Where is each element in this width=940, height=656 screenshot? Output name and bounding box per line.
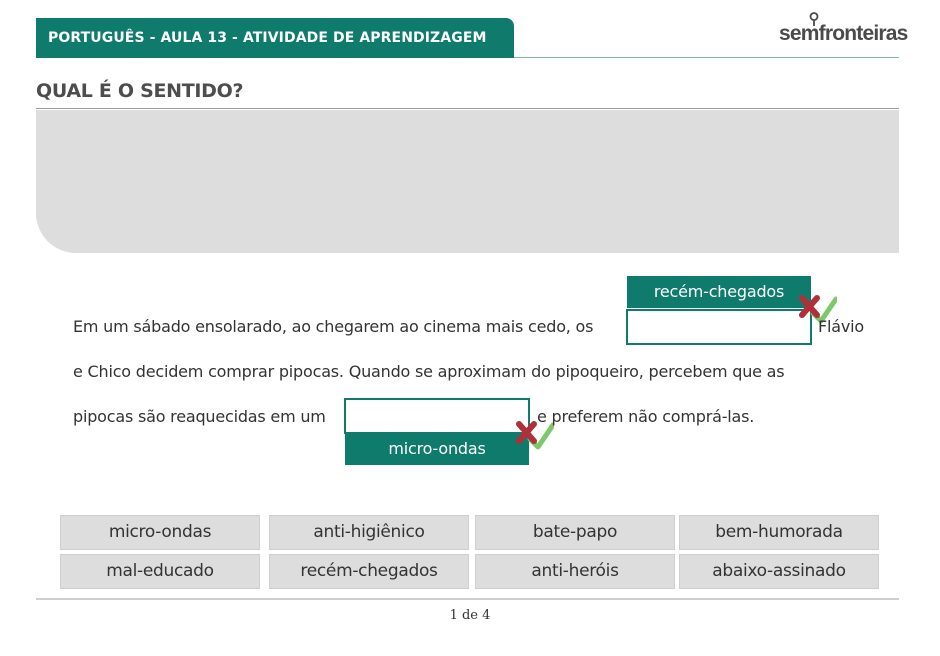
sentence-text-1a: Em um sábado ensolarado, ao chegarem ao cinema mais cedo, os: [73, 317, 594, 336]
sentence-line-1: [73, 317, 593, 336]
sentence-line-2: e Chico decidem comprar pipocas. Quando se aproximam do pipoqueiro, percebem que as: [73, 362, 785, 381]
word-chip-mal-educado[interactable]: mal-educado: [60, 554, 260, 589]
sentence-text-3a: pipocas são reaquecidas em um: [73, 407, 326, 426]
logo-prefix: sem: [779, 22, 819, 45]
drop-zone-2[interactable]: [344, 398, 530, 434]
header-divider: [514, 57, 899, 58]
instructions-panel: [36, 110, 899, 253]
word-chip-anti-herois[interactable]: anti-heróis: [475, 554, 675, 589]
word-chip-micro-ondas[interactable]: micro-ondas: [60, 515, 260, 550]
sentence-text-1b: Flávio: [818, 317, 864, 336]
word-chip-bem-humorada[interactable]: bem-humorada: [679, 515, 879, 550]
word-chip-abaixo-assinado[interactable]: abaixo-assinado: [679, 554, 879, 589]
answer-tag-2[interactable]: micro-ondas: [345, 433, 529, 465]
word-chip-bate-papo[interactable]: bate-papo: [475, 515, 675, 550]
answer-tag-1[interactable]: recém-chegados: [627, 276, 811, 308]
lesson-header-bar: [36, 18, 514, 58]
page-indicator: 1 de 4: [449, 608, 491, 623]
section-title: QUAL É O SENTIDO?: [36, 80, 244, 102]
word-chip-anti-higienico[interactable]: anti-higiênico: [269, 515, 469, 550]
logo-mid: fronteiras: [818, 22, 908, 45]
lesson-title: PORTUGUÊS - AULA 13 - ATIVIDADE DE APRENDIZAGEM: [48, 30, 487, 46]
title-divider: [36, 108, 899, 109]
drop-zone-1[interactable]: [626, 309, 812, 345]
semfronteiras-logo: [779, 22, 908, 46]
sentence-text-3b: e preferem não comprá-las.: [537, 407, 755, 426]
word-chip-recem-chegados[interactable]: recém-chegados: [269, 554, 469, 589]
footer-divider: [36, 598, 899, 600]
